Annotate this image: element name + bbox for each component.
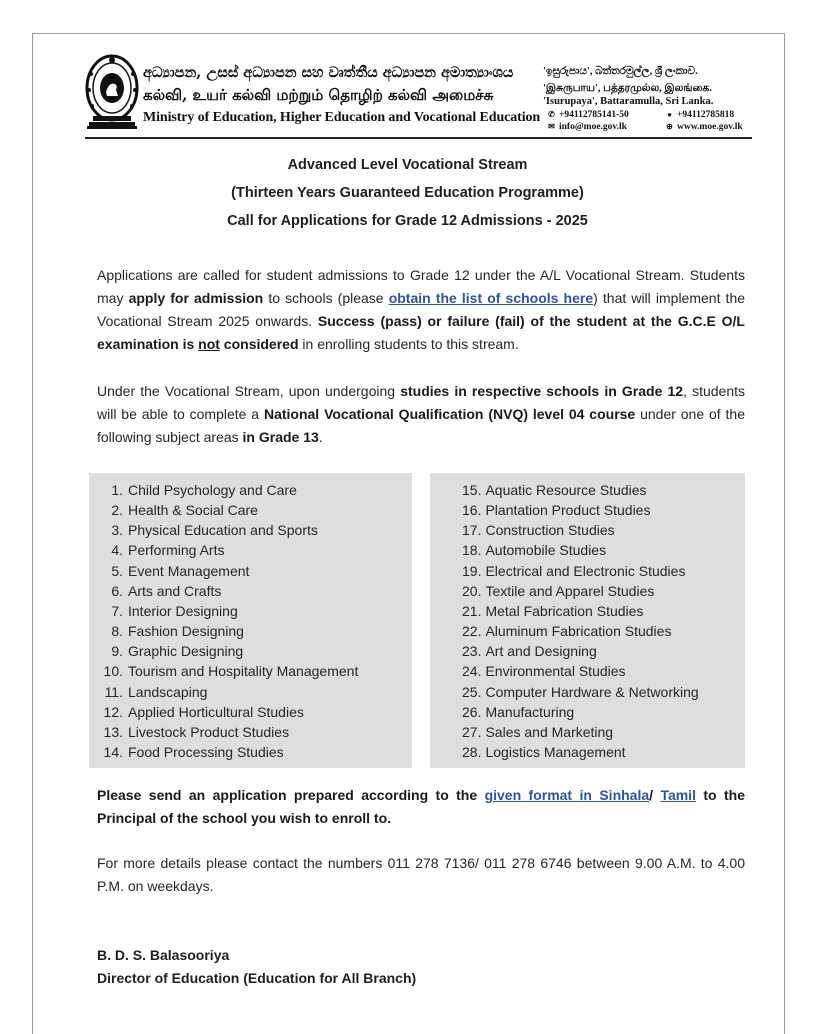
subject-number: 27.: [462, 723, 482, 740]
subject-name: Plantation Product Studies: [485, 502, 651, 519]
subject-item: [99, 520, 412, 540]
subject-name: Aluminum Fabrication Studies: [485, 623, 672, 640]
subject-name: Metal Fabrication Studies: [485, 602, 644, 619]
subject-name: Interior Designing: [128, 602, 238, 619]
subject-name: Graphic Designing: [128, 643, 244, 660]
subject-item: [99, 581, 412, 601]
subject-number: 1.: [111, 482, 123, 498]
subject-number: 10.: [103, 663, 123, 680]
subject-name: Landscaping: [128, 683, 208, 700]
subject-item: [99, 601, 412, 621]
subject-name: Physical Education and Sports: [128, 522, 318, 539]
subject-item: [99, 722, 412, 742]
subject-item: [99, 742, 412, 762]
sinhala-format-link[interactable]: given format in Sinhala: [484, 787, 650, 803]
subject-name: Fashion Designing: [128, 623, 244, 640]
signatory-name: B. D. S. Balasooriya: [97, 947, 230, 963]
letterhead: [85, 52, 757, 138]
subject-name: Art and Designing: [485, 643, 597, 660]
subject-name: Computer Hardware & Networking: [485, 683, 699, 700]
subject-item: [462, 722, 745, 742]
phone-icon: ✆: [548, 110, 555, 119]
subject-item: [99, 641, 412, 661]
ministry-name-english: Ministry of Education, Higher Education and Vocational Education: [143, 110, 541, 125]
subject-number: 8.: [111, 623, 123, 640]
subject-number: 18.: [462, 542, 482, 559]
email-icon: ✉: [548, 122, 555, 131]
subject-number: 28.: [462, 744, 482, 761]
fax-contact: ● +94112785818: [665, 110, 734, 120]
subject-name: Health & Social Care: [128, 502, 258, 519]
subject-number: 17.: [462, 522, 482, 539]
subject-number: 14.: [103, 744, 123, 761]
subject-item: [99, 561, 412, 581]
ministry-name-sinhala: අධ්‍යාපන, උසස් අධ්‍යාපන සහ වෘත්තීය අධ්‍යාපන අමාත්‍යාංශය: [143, 64, 514, 81]
subject-item: [99, 661, 412, 681]
signatory-title: Director of Education (Education for All Branch): [97, 970, 417, 986]
address-tamil: 'இசுருபாய', பத்தரமுல்ல, இலங்கை.: [543, 83, 712, 94]
subject-name: Aquatic Resource Studies: [485, 482, 647, 498]
application-paragraph: Please send an application prepared according to the given format in Sinhala/ Tamil to the Principal of the school you wish to enroll to.: [97, 787, 745, 826]
doc-title-line2: (Thirteen Years Guaranteed Education Programme): [231, 185, 584, 201]
subject-name: Tourism and Hospitality Management: [128, 663, 359, 680]
subject-number: 20.: [462, 582, 482, 599]
phone-contact: ✆ +94112785141-50: [548, 110, 629, 120]
subject-number: 15.: [462, 482, 482, 498]
subject-number: 3.: [111, 522, 123, 539]
subject-number: 9.: [111, 643, 123, 660]
tamil-format-link[interactable]: Tamil: [660, 787, 696, 803]
address-english: 'Isurupaya', Battaramulla, Sri Lanka.: [543, 96, 714, 107]
subject-item: [99, 500, 412, 520]
subject-name: Textile and Apparel Studies: [485, 582, 655, 599]
subject-item: [99, 621, 412, 641]
subject-item: [462, 641, 745, 661]
subject-name: Food Processing Studies: [128, 744, 284, 761]
subject-item: [462, 621, 745, 641]
subject-number: 4.: [111, 542, 123, 559]
subject-list-right: [430, 473, 745, 768]
contact-paragraph: For more details please contact the numbers 011 278 7136/ 011 278 6746 between 9.00 A.M. to 4.00 P.M. on weekdays.: [97, 855, 745, 894]
subject-name: Electrical and Electronic Studies: [485, 562, 686, 579]
subject-number: 19.: [462, 562, 482, 579]
subject-item: [462, 682, 745, 702]
web-icon: ⊕: [666, 122, 673, 131]
subject-item: [462, 540, 745, 560]
subject-name: Logistics Management: [485, 744, 626, 761]
subject-item: [462, 561, 745, 581]
subject-name: Automobile Studies: [485, 542, 607, 559]
subject-name: Construction Studies: [485, 522, 615, 539]
subject-number: 13.: [103, 723, 123, 740]
subject-number: 6.: [111, 582, 123, 599]
subject-item: [462, 480, 745, 500]
stream-paragraph: Under the Vocational Stream, upon undergoing studies in respective schools in Grade 12, students will be able to complete a National Vocational Qualification (NVQ) level 04 course under one of the following subject areas in Grade 13.: [97, 383, 746, 445]
subject-name: Sales and Marketing: [485, 723, 614, 740]
subject-name: Event Management: [128, 562, 250, 579]
ministry-name-tamil: கல்வி, உயர் கல்வி மற்றும் தொழிற் கல்வி அமைச்சு: [143, 86, 494, 104]
intro-paragraph: Applications are called for student admissions to Grade 12 under the A/L Vocational Stream. Students may apply for admission to schools (please obtain the list of schools here) that will implement the Vocational Stream 2025 onwards. Success (pass) or failure (fail) of the student at the G.C.E O/L examination is not considered in enrolling students to this stream.: [97, 267, 746, 352]
subject-name: Environmental Studies: [485, 663, 626, 680]
subject-name: Livestock Product Studies: [128, 723, 290, 740]
doc-title-line3: Call for Applications for Grade 12 Admissions - 2025: [227, 213, 588, 229]
subject-list-left: [89, 473, 412, 768]
subject-number: 24.: [462, 663, 482, 680]
school-list-link[interactable]: obtain the list of schools here: [388, 290, 594, 306]
subject-name: Applied Horticultural Studies: [128, 703, 304, 720]
subject-item: [462, 601, 745, 621]
subject-number: 25.: [462, 683, 482, 700]
email-contact: ✉ info@moe.gov.lk: [548, 122, 627, 132]
emblem-icon: [85, 54, 139, 130]
subject-number: 12.: [103, 703, 123, 720]
subject-item: [99, 480, 412, 500]
subject-number: 7.: [111, 602, 123, 619]
subject-item: [462, 742, 745, 762]
subject-name: Manufacturing: [485, 703, 575, 720]
address-sinhala: 'ඉසුරුපාය', බත්තරමුල්ල, ශ්‍රී ලංකාව.: [543, 66, 698, 77]
subject-name: Arts and Crafts: [128, 582, 222, 599]
subject-item: [99, 682, 412, 702]
subject-number: 23.: [462, 643, 482, 660]
subject-number: 26.: [462, 703, 482, 720]
subject-item: [462, 661, 745, 681]
subject-item: [462, 500, 745, 520]
subject-number: 5.: [111, 562, 123, 579]
subject-item: [462, 581, 745, 601]
subject-number: 2.: [111, 502, 123, 519]
subject-number: 11.: [104, 683, 123, 700]
doc-title-line1: Advanced Level Vocational Stream: [287, 157, 528, 173]
subject-item: [99, 540, 412, 560]
web-contact: ⊕ www.moe.gov.lk: [666, 122, 743, 132]
subject-number: 16.: [462, 502, 482, 519]
subject-name: Child Psychology and Care: [128, 482, 297, 498]
letterhead-rule: [85, 137, 752, 139]
subject-item: [99, 702, 412, 722]
subject-number: 22.: [462, 623, 482, 640]
subject-item: [462, 702, 745, 722]
subject-item: [462, 520, 745, 540]
subject-number: 21.: [462, 602, 482, 619]
fax-icon: ●: [667, 110, 672, 119]
subject-name: Performing Arts: [128, 542, 225, 559]
